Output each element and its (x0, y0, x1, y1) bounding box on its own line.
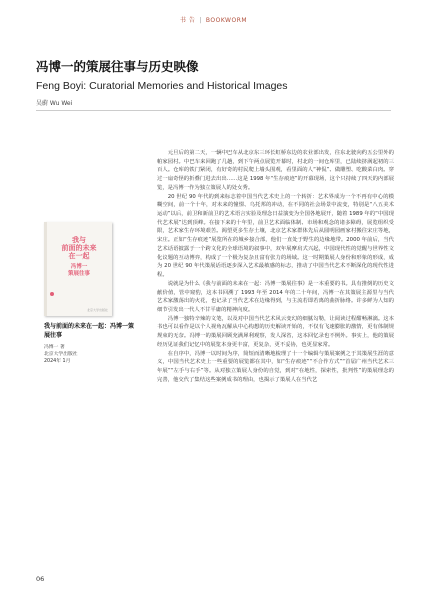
book-cover-publisher: 北京大学出版社 (86, 308, 108, 312)
running-header (0, 15, 427, 24)
article-body (157, 149, 394, 384)
page-number: 06 (36, 575, 45, 583)
book-publisher: 北京大学出版社 (44, 352, 78, 357)
cover-subtitle-line: 策展往事 (67, 271, 90, 277)
cover-title-line: 我与 (72, 235, 86, 244)
book-author: 冯博一 著 (44, 345, 65, 350)
section-label-cn: 书 告 (179, 17, 196, 24)
book-cover-image (44, 222, 112, 316)
body-paragraph: 20 世纪 90 年代的到来标志着中国当代艺术史上的一个转折：艺术界成为一个不再有中心的模糊空间，前一个十年，对未来的憧憬、乌托邦的冲动，在不同的社会场景中流变，特别是“八五美术运动”以后，前卫和新前卫的艺术语言实验及理念日益演变为全国各地展开，随着 1989 年的“中国现代艺术展”达到顶峰。在接下来的十年里，前卫艺术面临体制、市场和观念的诸多障碍，展览组织受限，艺术家生存环境艰苦。渴望更多生存土壤，北京艺术家群体先后从圆明园画家村搬往宋庄等地，宋庄。正如“生存痕迹”展览所在的城乡接合部，他们一直处于野生的边缘地带。2000 年前后，当代艺术话语披露于一个跨文化的全球语境的叙事中，双年展摩肩式兴起，中国现代性的觉醒与世界性文化议题的互动博弈，构成了一个极为复杂且富有张力的场域。这一时期策展人身份和形象的形成，成为 20 世纪 90 年代策展话语逐步深入艺术最敏感的标志，推动了中国当代艺术不断深化的现代性进程。 (157, 193, 394, 279)
article-author: 吴蔚 Wu Wei (36, 100, 73, 107)
body-paragraph: 元旦后的第二天，一辆中巴车从北京东三环长虹桥东边的农业部出发，往东北驶向约五公里外的帕家园村。中巴车来回跑了几趟，到下午两点展览开幕时，村北的一间仓库里，已陆续挤满起初的三百人。仓库的铁门紧闭，有好奇的村民爬上墙头围观，看里面的人“神侃”、做雕塑、吃酸菜白肉。穿过一扇奇怪的折叠门进去出出……这是 1998 年“生存痕迹”的开幕现场，这个只持续了四天的内部展览，是冯博一作为独立策展人的处女秀。 (157, 150, 394, 191)
article-title-en: Feng Boyi: Curatorial Memories and Historical Images (36, 80, 288, 92)
book-cover-title (54, 236, 104, 260)
book-caption-title: 我与前面的未来在一起：冯博一策展往事 (44, 323, 135, 339)
book-cover-subtitle (54, 264, 104, 278)
book-caption-info (44, 344, 134, 365)
body-paragraph: 在自序中，冯博一以时间为序，简短而清晰地梳理了十一个编辑与策展案例之于其策展生涯的意义，中国当代艺术史上一些重要的展览都在其中，如“生存痕迹”“不合作方式”“首届广州当代艺术三年展”“左手与右手”等。从对独立策展人身份的自觉，到对“在地性，探索性，批判性”的策展理念的完善，他交代了集结这些案例成书的理由，也揭示了策展人在当代艺 (157, 350, 394, 383)
cover-title-line: 在一起 (68, 251, 90, 260)
cover-title-line: 前面的未来 (61, 243, 97, 252)
title-divider (36, 110, 391, 111)
body-paragraph: 说就是为什么《我与前面的未来在一起：冯博一策展往事》是一本重要的书。具有推倒的历史文献价值，管中窥豹，这本书回溯了 1993 年至 2014 年的二十年间，冯博一在其策展主源里与当代艺术家激荡出的火花，也记录了当代艺术在边缘得到，与主流若即若离的曲折脉络。许多鲜为人知的细节引发出一代人不甘平庸的精神向度。 (157, 280, 394, 313)
cover-dot-icon (50, 292, 54, 296)
section-label-en: BOOKWORM (205, 17, 248, 24)
article-title-cn: 冯博一的策展往事与历史映像 (36, 59, 199, 74)
header-separator: | (199, 17, 202, 24)
book-date: 2024年 1月 (44, 359, 71, 364)
body-paragraph: 冯博一独特辛辣的文笔，以及对中国当代艺术风云变幻的细腻勾勒，让阅读过程酣畅淋漓。这本书也可以看作是以个人视角瓦解从中心构想的历史解读开始的，不仅有飞速膨胀的激情，更有体制规规束的无奈。冯博一的策展回顾充满犀利观察，发人深省，这本回忆录也不例外。事实上，他的策展经历见证我们记忆中的展览本身更丰富，更复杂，更不妥协，也更显家常。 (157, 315, 394, 348)
cover-subtitle-line: 冯博一 (70, 264, 88, 270)
book-spine (44, 222, 47, 316)
